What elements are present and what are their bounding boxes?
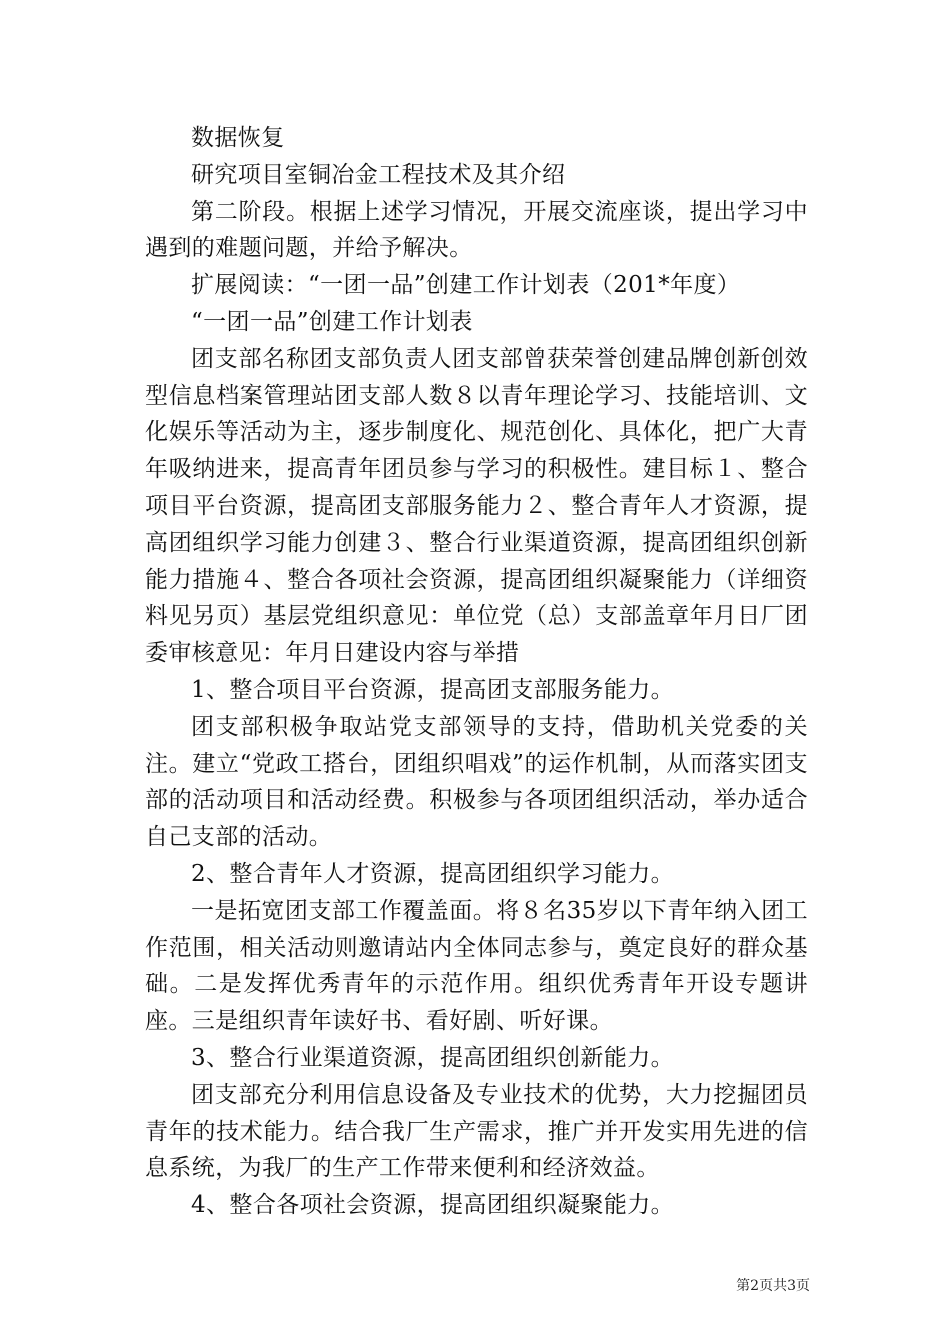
document-body: [145, 120, 808, 1224]
paragraph: 一是拓宽团支部工作覆盖面。将８名35岁以下青年纳入团工作范围，相关活动则邀请站内全体同志参与，奠定良好的群众基础。二是发挥优秀青年的示范作用。组织优秀青年开设专题讲座。三是组织青年读好书、看好剧、听好课。: [145, 897, 808, 1035]
paragraph: “一团一品”创建工作计划表: [191, 308, 473, 335]
paragraph: 扩展阅读：“一团一品”创建工作计划表（201*年度）: [191, 272, 741, 299]
paragraph: 3、整合行业渠道资源，提高团组织创新能力。: [191, 1044, 675, 1071]
paragraph: 团支部积极争取站党支部领导的支持，借助机关党委的关注。建立“党政工搭台，团组织唱戏”的运作机制，从而落实团支部的活动项目和活动经费。积极参与各项团组织活动，举办适合自己支部的活动。: [145, 713, 808, 851]
paragraph: 1、整合项目平台资源，提高团支部服务能力。: [191, 676, 675, 703]
paragraph: 研究项目室铜冶金工程技术及其介绍: [191, 161, 566, 188]
page-number-footer: 第2页共3页: [736, 1278, 810, 1294]
paragraph: 4、整合各项社会资源，提高团组织凝聚能力。: [191, 1192, 675, 1219]
paragraph: 第二阶段。根据上述学习情况，开展交流座谈，提出学习中遇到的难题问题，并给予解决。: [145, 198, 808, 262]
paragraph: 数据恢复: [191, 125, 285, 151]
paragraph: 2、整合青年人才资源，提高团组织学习能力。: [191, 860, 675, 887]
paragraph: 团支部充分利用信息设备及专业技术的优势，大力挖掘团员青年的技术能力。结合我厂生产需求，推广并开发实用先进的信息系统，为我厂的生产工作带来便利和经济效益。: [145, 1081, 808, 1182]
paragraph: 团支部名称团支部负责人团支部曾获荣誉创建品牌创新创效型信息档案管理站团支部人数８以青年理论学习、技能培训、文化娱乐等活动为主，逐步制度化、规范创化、具体化，把广大青年吸纳进来，提高青年团员参与学习的积极性。建目标１、整合项目平台资源，提高团支部服务能力２、整合青年人才资源，提高团组织学习能力创建３、整合行业渠道资源，提高团组织创新能力措施４、整合各项社会资源，提高团组织凝聚能力（详细资料见另页）基层党组织意见：单位党（总）支部盖章年月日厂团委审核意见：年月日建设内容与举措: [145, 345, 808, 667]
